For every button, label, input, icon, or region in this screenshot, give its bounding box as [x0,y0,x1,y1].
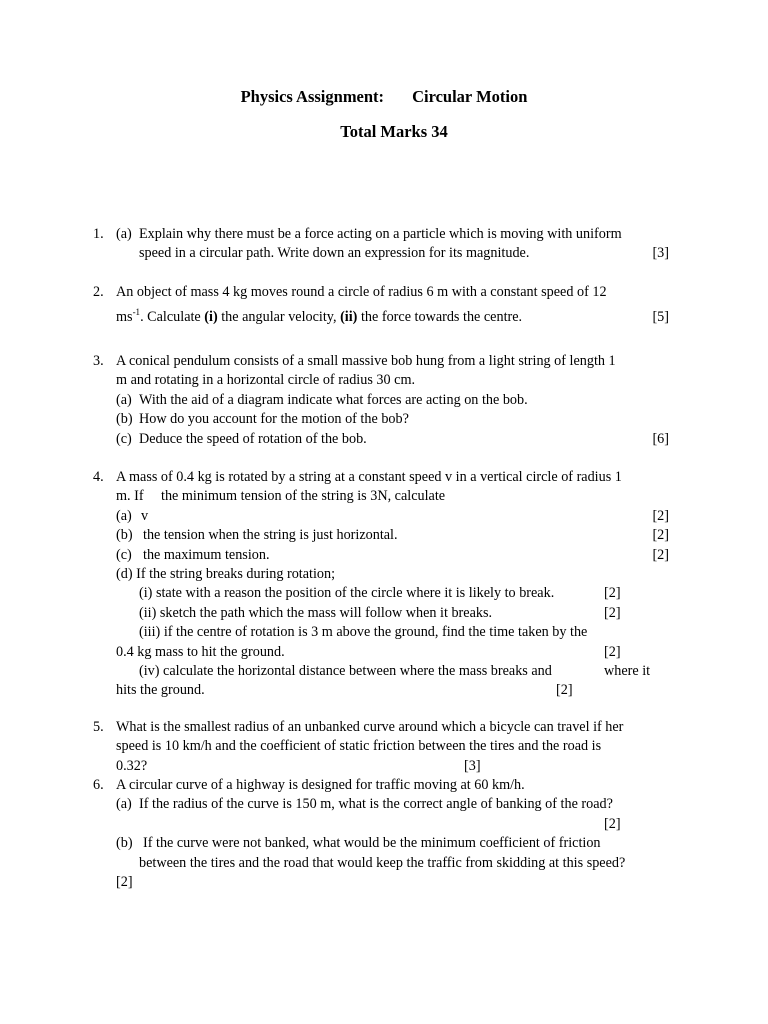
part-label: (b) [116,527,133,544]
marks: [2] [652,507,669,524]
page-title [0,87,768,107]
question-text: the minimum tension of the string is 3N, calculate [161,488,446,505]
question-6 [0,776,768,892]
question-text: m and rotating in a horizontal circle of radius 30 cm. [116,372,416,389]
marks: [5] [652,309,669,326]
part-text: between the tires and the road that would keep the traffic from skidding at this speed? [139,854,626,871]
question-number: 3. [93,353,104,369]
question-number: 2. [93,284,104,300]
subpart-text: (i) state with a reason the position of the circle where it is likely to break. [139,585,555,602]
part-label: (c) [116,430,132,447]
marks: [3] [464,757,481,774]
question-text: speed in a circular path. Write down an expression for its magnitude. [139,245,530,262]
question-number: 6. [93,777,104,793]
part-label: (b) [116,835,133,852]
question-text: 0.32? [116,757,148,774]
subpart-text: (iii) if the centre of rotation is 3 m above the ground, find the time taken by the [139,624,588,641]
part-text: If the radius of the curve is 150 m, what is the correct angle of banking of the road? [139,796,613,813]
part-label: (a) [116,796,132,813]
part-text: the maximum tension. [143,546,270,563]
part-text: With the aid of a diagram indicate what forces are acting on the bob. [139,391,528,408]
question-5 [0,718,768,776]
question-text: speed is 10 km/h and the coefficient of static friction between the tires and the road is [116,738,602,755]
question-number: 1. [93,226,104,242]
question-text: An object of mass 4 kg moves round a circle of radius 6 m with a constant speed of 12 [116,284,607,300]
question-3 [0,352,768,449]
marks: [2] [652,546,669,563]
subpart-text: (iv) calculate the horizontal distance between where the mass breaks and [139,662,552,679]
question-text: A circular curve of a highway is designed for traffic moving at 60 km/h. [116,777,525,793]
title-subject: Physics Assignment: [240,87,385,106]
part-label: (a) [116,391,132,408]
question-2 [0,283,768,328]
question-text: What is the smallest radius of an unbanked curve around which a bicycle can travel if her [116,719,624,735]
part-label: (a) [116,507,132,524]
question-text: Explain why there must be a force acting on a particle which is moving with uniform [139,226,622,242]
question-text: A mass of 0.4 kg is rotated by a string at a constant speed v in a vertical circle of radius 1 [116,469,622,485]
title-topic: Circular Motion [412,87,528,106]
marks: [2] [604,604,621,621]
total-marks: Total Marks 34 [340,122,448,141]
part-text: If the curve were not banked, what would be the minimum coefficient of friction [143,835,601,852]
marks: [6] [652,430,669,447]
question-4 [0,468,768,701]
part-label: (a) [116,226,132,242]
subpart-text: hits the ground. [116,682,205,699]
part-text: Deduce the speed of rotation of the bob. [139,430,367,447]
marks: [2] [604,815,621,832]
question-1 [0,225,768,264]
marks: [2] [652,527,669,544]
subpart-text: 0.4 kg mass to hit the ground. [116,643,285,660]
part-text: the tension when the string is just horizontal. [143,527,398,544]
part-label: (c) [116,546,132,563]
question-number: 4. [93,469,104,485]
part-text: (d) If the string breaks during rotation; [116,565,336,582]
question-number: 5. [93,719,104,735]
marks: [2] [604,585,621,602]
subpart-text: where it [604,662,651,679]
part-text: v [141,507,149,524]
question-text: m. If [116,488,144,505]
part-text: How do you account for the motion of the bob? [139,411,409,428]
marks: [2] [556,682,573,699]
marks: [2] [116,873,133,890]
subpart-text: (ii) sketch the path which the mass will follow when it breaks. [139,604,493,621]
question-text: A conical pendulum consists of a small massive bob hung from a light string of length 1 [116,353,616,369]
question-text: $ms^{-1}$. Calculate (i) the angular velocity, (ii) the force towards the centre. [116,307,523,326]
marks: [3] [652,245,669,262]
marks: [2] [604,643,621,660]
part-label: (b) [116,411,133,428]
